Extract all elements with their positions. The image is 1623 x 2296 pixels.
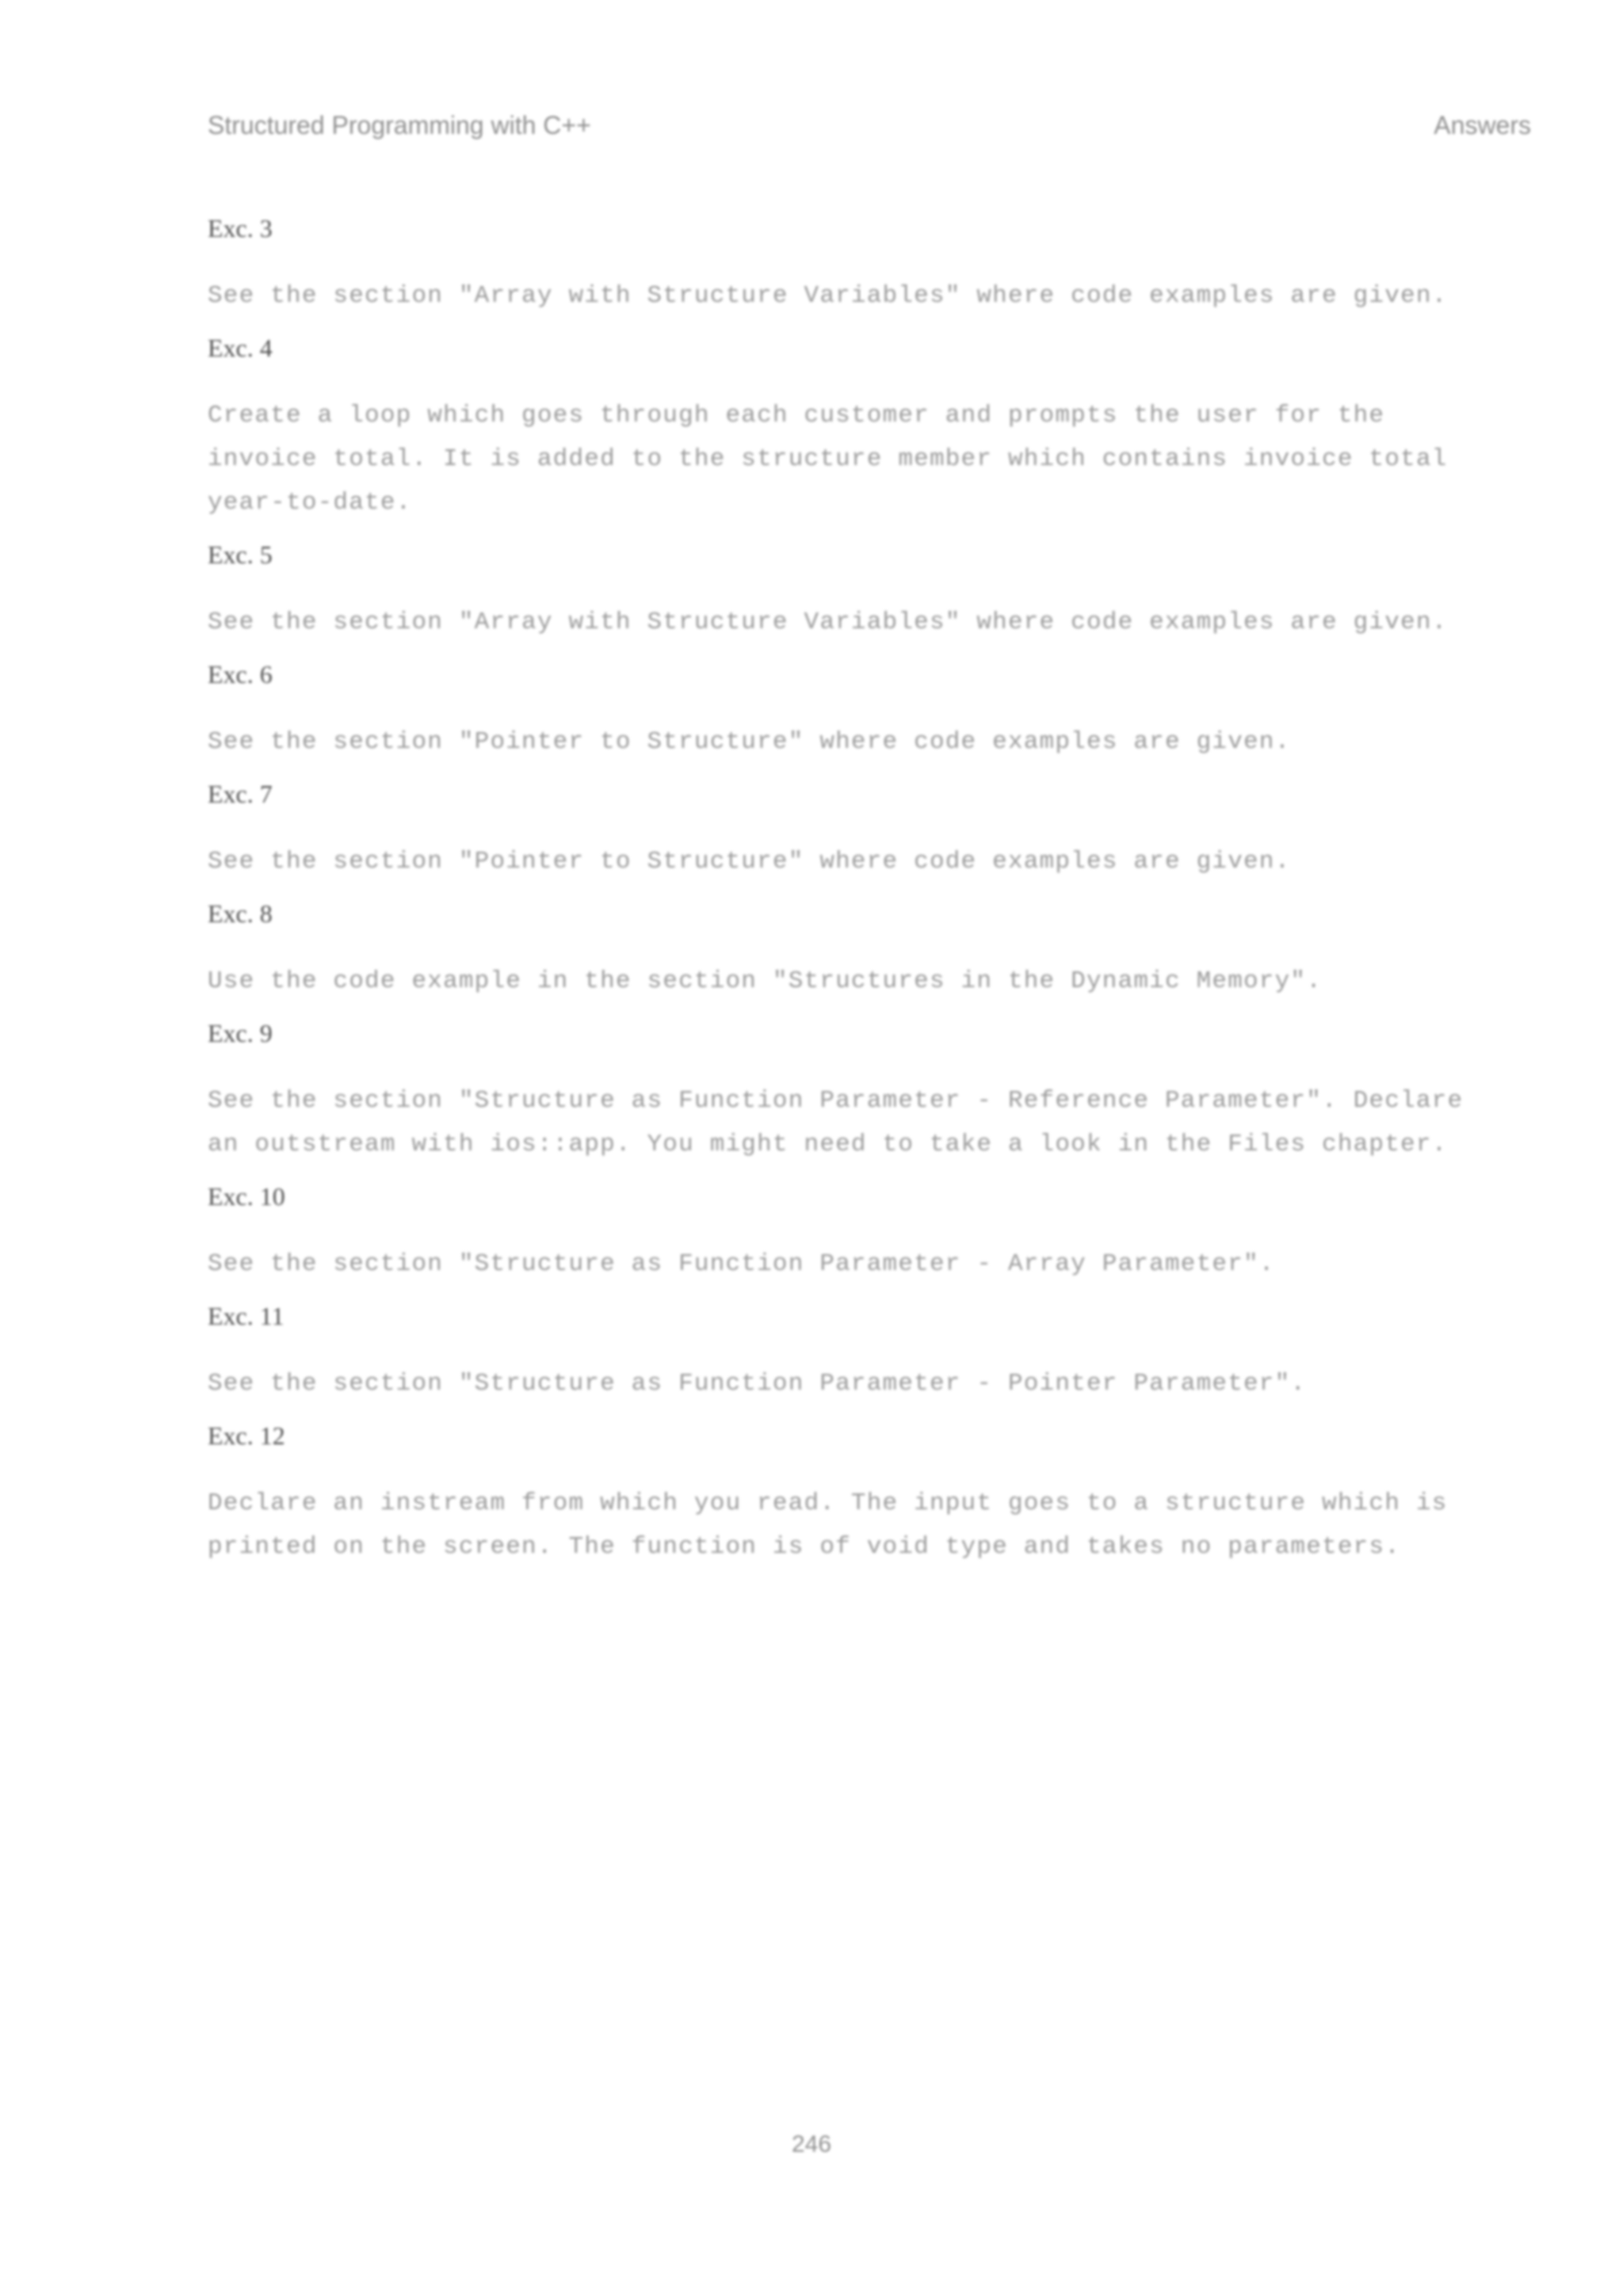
exercise-heading: Exc. 10 [208, 1182, 285, 1211]
exercise-heading: Exc. 6 [208, 660, 273, 688]
running-header [208, 111, 1531, 149]
exercise-item [208, 1017, 1507, 1166]
exercise-heading: Exc. 3 [208, 214, 273, 242]
exercise-heading: Exc. 9 [208, 1019, 273, 1047]
exercise-answer: Use the code example in the section "Structures in the Dynamic Memory". [208, 967, 1323, 995]
exercise-item [208, 1300, 1507, 1405]
exercise-answer: See the section "Array with Structure Variables" where code examples are given. [208, 608, 1448, 636]
answers-list [208, 212, 1507, 1583]
exercise-item [208, 658, 1507, 764]
exercise-heading: Exc. 8 [208, 899, 273, 928]
exercise-answer: See the section "Structure as Function Parameter - Array Parameter". [208, 1250, 1275, 1278]
exercise-item [208, 332, 1507, 524]
exercise-answer: See the section "Structure as Function Parameter - Pointer Parameter". [208, 1370, 1307, 1398]
page-number: 246 [791, 2131, 832, 2157]
exercise-item [208, 898, 1507, 1003]
exercise-heading: Exc. 11 [208, 1302, 285, 1330]
exercise-heading: Exc. 5 [208, 540, 273, 569]
exercise-answer: See the section "Pointer to Structure" where code examples are given. [208, 728, 1291, 756]
exercise-item [208, 539, 1507, 644]
exercise-item [208, 1180, 1507, 1286]
exercise-item [208, 778, 1507, 883]
exercise-heading: Exc. 4 [208, 334, 273, 362]
section-title: Answers [1434, 111, 1531, 139]
exercise-item [208, 1420, 1507, 1569]
book-title: Structured Programming with C++ [208, 111, 591, 139]
exercise-answer: Declare an instream from which you read. The input goes to a structure which is printed on the screen. The function is of void type and takes no parameters. [208, 1489, 1448, 1561]
exercise-answer: See the section "Structure as Function Parameter - Reference Parameter". Declare an outstream with ios::app. You might need to take a look in the Files chapter. [208, 1087, 1464, 1158]
exercise-answer: See the section "Array with Structure Variables" where code examples are given. [208, 282, 1448, 310]
exercise-answer: Create a loop which goes through each customer and prompts the user for the invoice total. It is added to the structure member which contains invoice total year-to-date. [208, 402, 1448, 517]
exercise-heading: Exc. 12 [208, 1421, 285, 1450]
exercise-item [208, 212, 1507, 318]
exercise-heading: Exc. 7 [208, 780, 273, 808]
exercise-answer: See the section "Pointer to Structure" where code examples are given. [208, 848, 1291, 875]
